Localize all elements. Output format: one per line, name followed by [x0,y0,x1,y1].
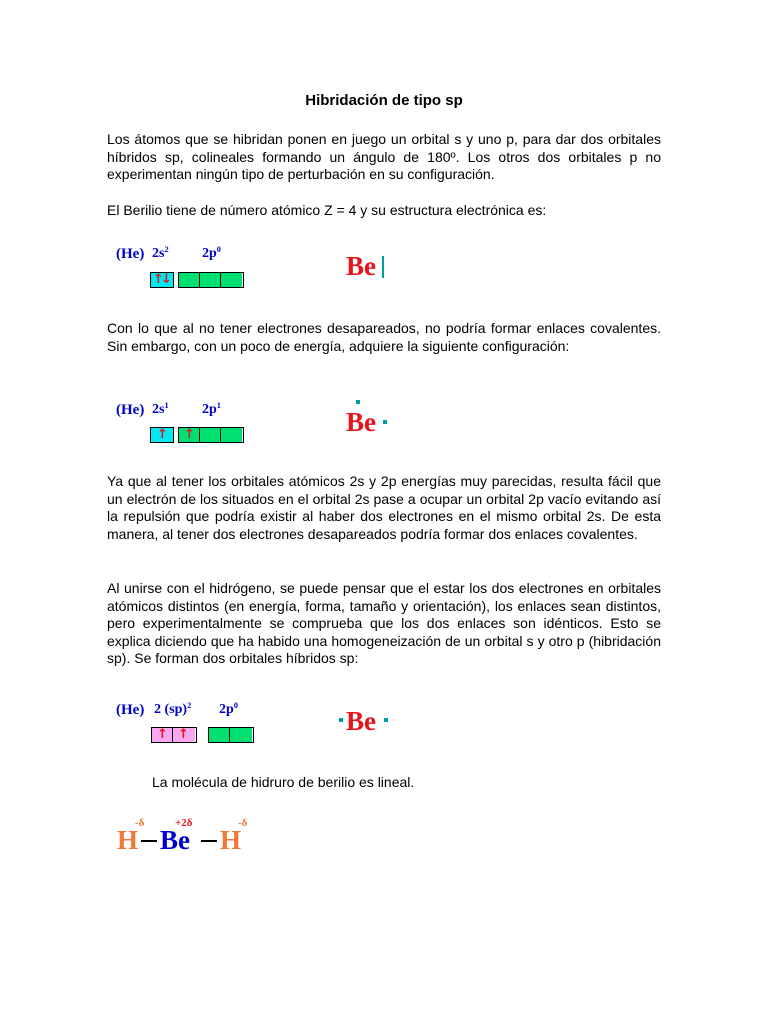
electron-dot-left [339,718,343,722]
hydrogen-atom-left: H [117,825,139,855]
electron-pair-mark [382,256,384,278]
partial-charge-left: -δ [135,817,145,829]
paragraph-6: La molécula de hidruro de berilio es lineal. [152,774,415,790]
p-orbital-box [178,272,244,288]
s-orbital-label: $2s^1$ [152,401,169,417]
p-orbital-box [208,727,254,743]
core-bracket: (He) [116,402,145,418]
up-arrow-icon: ↑ [153,272,164,287]
sp-orbital-box [151,727,197,743]
partial-charge-right: -δ [238,817,248,829]
paragraph-3: Con lo que al no tener electrones desapareados, no podría formar enlaces covalentes. Sin embargo, con un poco de energía, adquiere la siguiente configuración: [107,320,661,354]
beryllium-symbol: Be [346,251,376,281]
electron-config-ground-state [116,243,276,293]
page-title: Hibridación de tipo sp [305,92,463,109]
p-orbital-box [178,427,244,443]
beryllium-hydride-molecule [117,817,277,857]
up-arrow-icon: ↑ [157,727,168,742]
electron-dot-right [383,420,387,424]
up-arrow-icon: ↑ [178,727,189,742]
core-bracket: (He) [116,702,145,718]
sp-orbital-label: 2 (sp)$^2$ [154,701,192,717]
partial-charge-center: +2δ [175,817,193,829]
electron-dot-right [384,718,388,722]
up-arrow-icon: ↑ [184,427,195,442]
s-orbital-box [150,272,174,288]
up-arrow-icon: ↑ [157,427,168,442]
beryllium-atom: Be [160,825,190,855]
bond-right [201,840,217,842]
electron-dot-top [356,400,360,404]
paragraph-5: Al unirse con el hidrógeno, se puede pensar que el estar los dos electrones en orbitales atómicos distintos (en energía, forma, tamaño y orientación), los enlaces sean distintos, pero experimentalmente se comprueba que los dos enlaces son idénticos. Esto se explica diciendo que ha habido una homogeneización de un orbital s y otro p (hibridación sp). Se forman dos orbitales híbridos sp: [107,580,661,666]
bond-left [141,840,157,842]
hydrogen-atom-right: H [220,825,242,855]
beryllium-symbol: Be [346,407,376,437]
beryllium-symbol: Be [346,706,376,736]
down-arrow-icon: ↓ [161,272,172,287]
p-orbital-label: $2p^1$ [202,401,221,417]
s-orbital-box [150,427,174,443]
paragraph-4: Ya que al tener los orbitales atómicos 2s y 2p energías muy parecidas, resulta fácil que un electrón de los situados en el orbital 2s pase a ocupar un orbital 2p vacío evitando así la repulsión que podría existir al haber dos electrones en el mismo orbital 2s. De esta manera, al tener dos electrones desapareados podría formar dos enlaces covalentes. [107,473,661,542]
paragraph-2: El Berilio tiene de número atómico Z = 4 y su estructura electrónica es: [107,202,547,218]
core-bracket: (He) [116,246,145,262]
paragraph-1: Los átomos que se hibridan ponen en juego un orbital s y uno p, para dar dos orbitales híbridos sp, colineales formando un ángulo de 180º. Los otros dos orbitales p no experimentan ningún tipo de perturbación en su configuración. [107,131,661,182]
electron-config-excited-state [116,399,276,449]
s-orbital-label: $2s^2$ [152,245,169,261]
electron-config-sp-hybrid [116,699,286,749]
p-orbital-label: $2p^0$ [202,245,221,261]
p-orbital-label: $2p^0$ [219,701,238,717]
